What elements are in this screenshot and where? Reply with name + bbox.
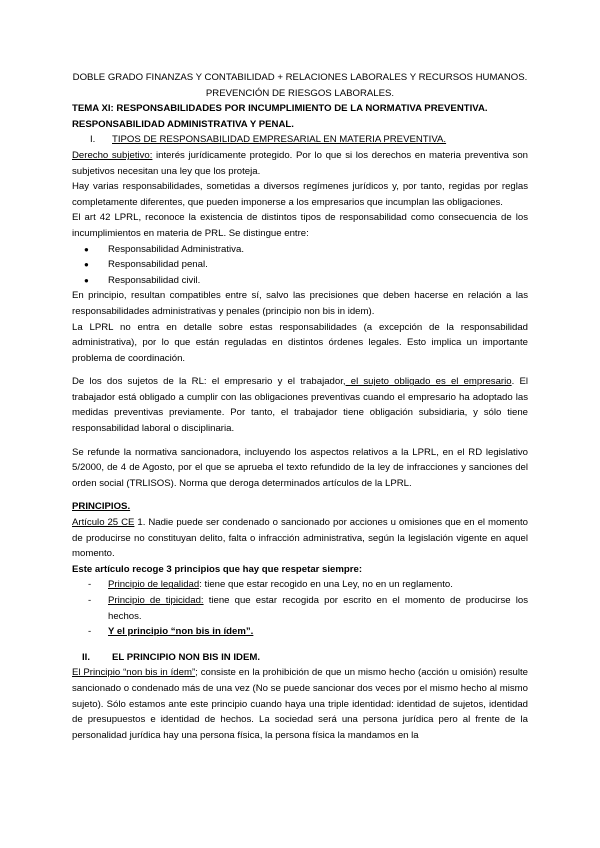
topic-title-line-2: RESPONSABILIDAD ADMINISTRATIVA Y PENAL.	[72, 118, 294, 130]
paragraph-sujetos	[72, 374, 528, 436]
principles-intro-colon: :	[358, 563, 363, 575]
principles-list	[72, 577, 528, 639]
paragraph-non-bis-in-idem	[72, 665, 528, 743]
list-item	[72, 273, 528, 289]
dash-icon: -	[88, 579, 92, 591]
principle-text: tiene que estar recogida por escrito en el momento de producirse los hechos.	[108, 595, 528, 622]
list-item-text: Responsabilidad penal.	[108, 259, 208, 271]
section-1-heading	[72, 132, 528, 148]
bullet-icon: ●	[84, 244, 89, 254]
principles-intro-text: Este artículo recoge 3 principios que hay que respetar siempre	[72, 563, 359, 575]
principle-text: : tiene que estar recogido en una Ley, no en un reglamento.	[199, 579, 453, 591]
sujetos-text-a: De los dos sujetos de la RL: el empresario y el trabajador,	[72, 376, 346, 388]
paragraph-responsabilidades: Hay varias responsabilidades, sometidas a diversos regímenes jurídicos y, por tanto, regidas por reglas completamente diferentes, que pueden imponerse a los empresarios que incumplan las obligaciones.	[72, 181, 528, 208]
paragraph-compatibilidad: En principio, resultan compatibles entre sí, salvo las precisiones que deben hacerse en relación a las responsabilidades administrativas y penales (principio non bis in idem).	[72, 290, 528, 317]
list-item	[72, 624, 528, 640]
list-item	[72, 577, 528, 593]
header-line-2: PREVENCIÓN DE RIESGOS LABORALES.	[205, 87, 395, 99]
non-bis-in-idem-text: ; consiste en la prohibición de que un mismo hecho (acción u omisión) resulte sancionado o condenado más de una vez (No se puede sancionar dos veces por el mismo hecho al mismo sujeto). Sólo estamos ante este principio cuando haya una triple identidad: identidad de sujetos, identidad de presupuestos e identidad de hechos. La sociedad será una persona jurídica pero al frente de la personalidad jurídica hay una persona física, la persona física la mandamos en la	[72, 667, 528, 741]
article-text: 1. Nadie puede ser condenado o sancionado por acciones u omisiones que en el momento de producirse no constituyan delito, falta o infracción administrativa, según la legislación vigente en aquel momento.	[72, 517, 528, 560]
dash-icon: -	[88, 626, 92, 638]
sujeto-obligado-text: el sujeto obligado es el empresario	[345, 376, 512, 388]
non-bis-in-idem-term: El Principio “non bis in ídem”	[72, 667, 196, 679]
definition-text: interés jurídicamente protegido. Por lo que si los derechos en materia preventiva son subjetivos necesitan una ley que los proteja.	[72, 149, 528, 177]
principles-heading: PRINCIPIOS.	[72, 501, 131, 513]
list-item	[72, 242, 528, 258]
section-2-number: II.	[82, 651, 90, 663]
list-item-text: Responsabilidad civil.	[108, 274, 201, 286]
section-2-title: EL PRINCIPIO NON BIS IN IDEM.	[112, 651, 261, 663]
principle-term: Principio de tipicidad:	[108, 595, 204, 606]
responsibility-list	[72, 242, 528, 289]
section-2-heading	[72, 650, 528, 666]
principle-term: Y el principio “non bis in ídem”.	[108, 626, 254, 638]
principle-term: Principio de legalidad	[108, 579, 200, 591]
bullet-icon: ●	[84, 275, 89, 285]
topic-title-line-1: TEMA XI: RESPONSABILIDADES POR INCUMPLIMIENTO DE LA NORMATIVA PREVENTIVA.	[72, 103, 488, 115]
article-reference: Artículo 25 CE	[72, 517, 135, 529]
paragraph-art42: El art 42 LPRL, reconoce la existencia de distintos tipos de responsabilidad como consecuencia de los incumplimientos en materia de PRL. Se distingue entre:	[72, 212, 528, 239]
document-page	[72, 70, 528, 743]
list-item	[72, 257, 528, 273]
principles-intro	[72, 562, 528, 578]
dash-icon: -	[88, 595, 92, 606]
header-line-1: DOBLE GRADO FINANZAS Y CONTABILIDAD + RELACIONES LABORALES Y RECURSOS HUMANOS.	[72, 72, 528, 83]
paragraph-articulo-25	[72, 515, 528, 562]
paragraph-trlisos: Se refunde la normativa sancionadora, incluyendo los aspectos relativos a la LPRL, en el RD legislativo 5/2000, de 4 de Agosto, por el que se aprueba el texto refundido de la ley de infracciones y sanciones del orden social (TRLISOS). Norma que deroga determinados artículos de la LPRL.	[72, 446, 528, 489]
bullet-icon: ●	[84, 260, 89, 270]
list-item	[72, 593, 528, 624]
paragraph-derecho-subjetivo	[72, 148, 528, 179]
list-item-text: Responsabilidad Administrativa.	[108, 243, 244, 255]
term-derecho-subjetivo: Derecho subjetivo:	[72, 149, 153, 161]
sujetos-text-b: . El trabajador está obligado a cumplir con las obligaciones preventivas cuando el empresario ha adoptado las medidas preventivas previamente. Por tanto, el trabajador tiene obligación subsidiaria, y sólo tiene responsabilidad laboral o disciplinaria.	[72, 376, 528, 435]
paragraph-lprl: La LPRL no entra en detalle sobre estas responsabilidades (a excepción de la responsabilidad administrativa), por lo que están reguladas en distintos órdenes legales. Esto implica un importante problema de coordinación.	[72, 321, 528, 364]
section-1-title: TIPOS DE RESPONSABILIDAD EMPRESARIAL EN MATERIA PREVENTIVA.	[112, 134, 447, 146]
section-1-number: I.	[90, 134, 96, 146]
